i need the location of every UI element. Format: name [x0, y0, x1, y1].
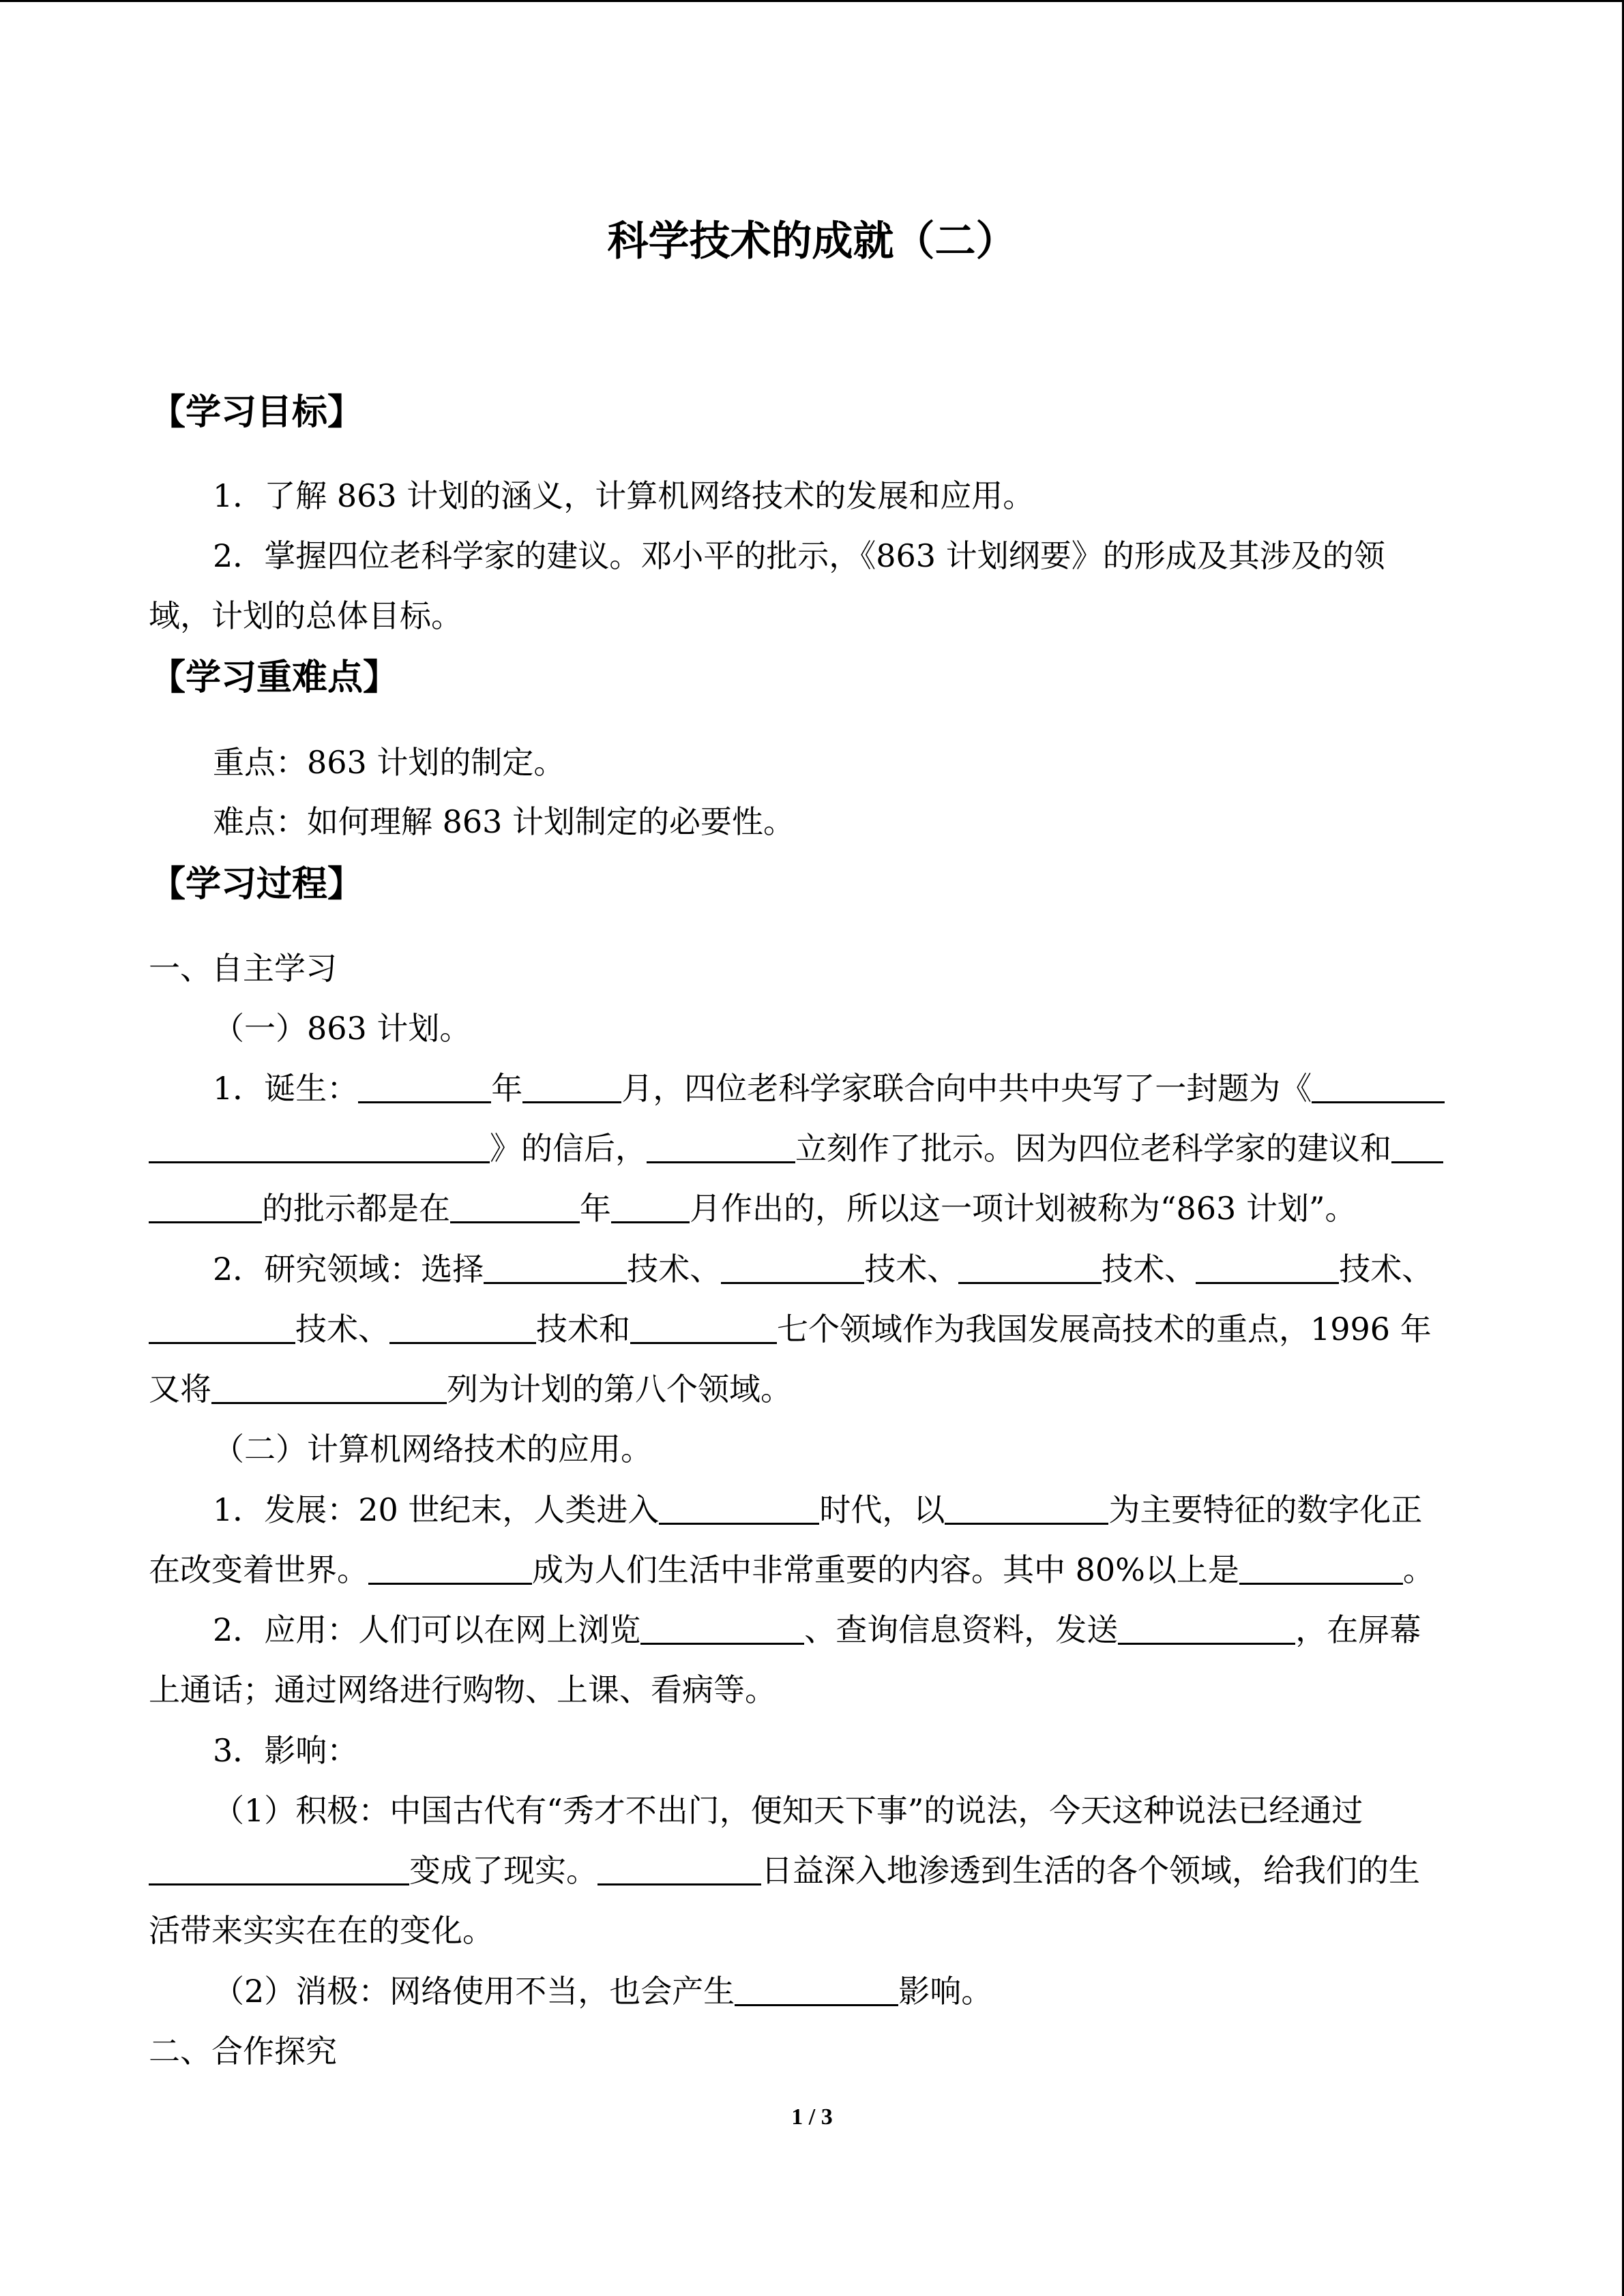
line-text: 技术、 — [295, 1311, 389, 1347]
answer-blank[interactable] — [149, 1190, 262, 1223]
answer-blank[interactable] — [149, 1852, 409, 1885]
fill-line-4 — [213, 1249, 1433, 1289]
line-text: 、查询信息资料，发送 — [804, 1611, 1119, 1648]
goal-2-line-2: 域，计划的总体目标。 — [149, 597, 462, 634]
line-text: 月作出的，所以这一项计划被称为“863 计划”。 — [690, 1190, 1357, 1227]
text-line-14: 活带来实实在在的变化。 — [149, 1912, 494, 1949]
section-goals-heading: 【学习目标】 — [150, 391, 364, 433]
line-text: 又将 — [149, 1371, 211, 1407]
goal-2-line-1: 2．掌握四位老科学家的建议。邓小平的批示，《863 计划纲要》的形成及其涉及的领 — [213, 537, 1385, 574]
line-text: 年 — [580, 1190, 611, 1227]
answer-blank[interactable] — [522, 1070, 621, 1103]
part-2-heading: 二、合作探究 — [149, 2033, 337, 2070]
answer-blank[interactable] — [149, 1311, 295, 1344]
line-text: ，在屏幕 — [1295, 1611, 1421, 1648]
fill-line-7 — [213, 1489, 1422, 1530]
line-text: （2）消极：网络使用不当，也会产生 — [213, 1973, 735, 2010]
line-text: 的批示都是在 — [262, 1190, 450, 1227]
line-text: 1．诞生： — [213, 1070, 359, 1107]
line-text: 》的信后， — [490, 1130, 647, 1167]
line-text: 2．应用：人们可以在网上浏览 — [213, 1611, 641, 1648]
fill-line-5 — [149, 1309, 1432, 1350]
line-text: 2．研究领域：选择 — [213, 1251, 484, 1287]
answer-blank[interactable] — [211, 1371, 447, 1404]
answer-blank[interactable] — [735, 1973, 898, 2006]
key-difficulty: 难点：如何理解 863 计划制定的必要性。 — [213, 803, 795, 840]
subsection-network-heading: （二）计算机网络技术的应用。 — [213, 1431, 652, 1467]
page-number: 1 / 3 — [791, 2104, 833, 2130]
part-1-heading: 一、自主学习 — [149, 950, 337, 987]
line-text: 日益深入地渗透到生活的各个领域，给我们的生 — [761, 1852, 1420, 1889]
line-text: 技术和 — [536, 1311, 630, 1347]
fill-line-13 — [149, 1850, 1420, 1891]
answer-blank[interactable] — [1118, 1611, 1295, 1645]
answer-blank[interactable] — [647, 1130, 795, 1163]
line-text: 技术、 — [1339, 1251, 1434, 1287]
line-text: 时代，以 — [819, 1491, 945, 1528]
line-text: 1．发展：20 世纪末，人类进入 — [213, 1491, 660, 1528]
answer-blank[interactable] — [640, 1611, 804, 1645]
answer-blank[interactable] — [149, 1130, 490, 1163]
answer-blank[interactable] — [450, 1190, 580, 1223]
line-text: 。 — [1402, 1551, 1434, 1588]
answer-blank[interactable] — [358, 1070, 491, 1103]
line-text: 立刻作了批示。因为四位老科学家的建议和 — [795, 1130, 1391, 1167]
page-border-top — [0, 0, 1624, 2]
line-text: 技术、 — [864, 1251, 959, 1287]
line-text: 为主要特征的数字化正 — [1108, 1491, 1423, 1528]
fill-line-8 — [149, 1549, 1434, 1590]
fill-line-15 — [213, 1971, 992, 2012]
line-text: 年 — [491, 1070, 523, 1107]
fill-line-1 — [213, 1068, 1445, 1109]
answer-blank[interactable] — [721, 1251, 864, 1284]
answer-blank[interactable] — [1196, 1251, 1339, 1284]
goal-1: 1．了解 863 计划的涵义，计算机网络技术的发展和应用。 — [213, 477, 1035, 514]
subsection-863-heading: （一）863 计划。 — [213, 1010, 471, 1047]
answer-blank[interactable] — [1239, 1551, 1403, 1585]
fill-line-6 — [149, 1369, 792, 1410]
answer-blank[interactable] — [958, 1251, 1102, 1284]
answer-blank[interactable] — [368, 1551, 532, 1585]
line-text: 在改变着世界。 — [149, 1551, 368, 1588]
answer-blank[interactable] — [597, 1852, 761, 1885]
text-line-11: 3．影响： — [213, 1732, 359, 1769]
answer-blank[interactable] — [1312, 1070, 1445, 1103]
line-text: 变成了现实。 — [409, 1852, 597, 1889]
fill-line-3 — [149, 1188, 1356, 1229]
section-process-heading: 【学习过程】 — [150, 863, 364, 905]
answer-blank[interactable] — [945, 1491, 1108, 1525]
text-line-12: （1）积极：中国古代有“秀才不出门，便知天下事”的说法，今天这种说法已经通过 — [213, 1792, 1363, 1829]
section-keypoints-heading: 【学习重难点】 — [150, 657, 399, 698]
line-text: 成为人们生活中非常重要的内容。其中 80%以上是 — [532, 1551, 1239, 1588]
line-text: 月，四位老科学家联合向中共中央写了一封题为《 — [621, 1070, 1312, 1107]
line-text: 技术、 — [627, 1251, 722, 1287]
fill-line-9 — [213, 1609, 1421, 1650]
line-text: 七个领域作为我国发展高技术的重点，1996 年 — [777, 1311, 1432, 1347]
line-text: 列为计划的第八个领域。 — [447, 1371, 792, 1407]
answer-blank[interactable] — [1391, 1130, 1443, 1163]
answer-blank[interactable] — [659, 1491, 819, 1525]
text-line-10: 上通话；通过网络进行购物、上课、看病等。 — [149, 1671, 776, 1708]
page-title: 科学技术的成就（二） — [607, 218, 1017, 265]
line-text: 技术、 — [1102, 1251, 1196, 1287]
answer-blank[interactable] — [389, 1311, 536, 1344]
line-text: 影响。 — [898, 1973, 993, 2010]
fill-line-2 — [149, 1128, 1443, 1169]
answer-blank[interactable] — [611, 1190, 690, 1223]
answer-blank[interactable] — [630, 1311, 777, 1344]
answer-blank[interactable] — [484, 1251, 627, 1284]
key-focus: 重点：863 计划的制定。 — [213, 744, 565, 781]
